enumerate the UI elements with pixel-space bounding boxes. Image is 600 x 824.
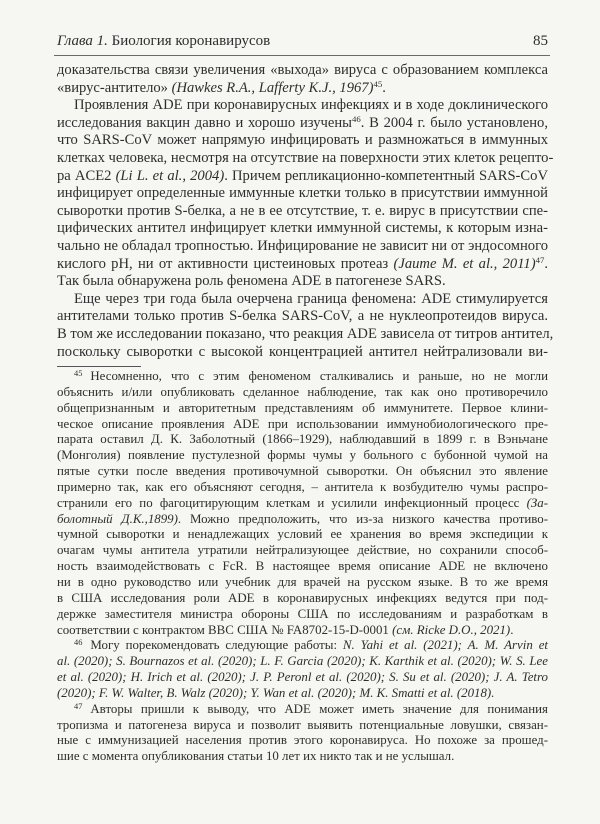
text: ные с иммунизацией населения против этого коронавируса. Но похоже за прошед- <box>57 733 548 748</box>
footnote-number: 45 <box>74 368 83 378</box>
text-line <box>57 638 548 654</box>
text-line <box>57 149 554 168</box>
text-line <box>57 62 548 80</box>
text-line <box>57 256 548 274</box>
text: Так была обнаружена роль феномена ADE в патогенезе SARS. <box>57 273 446 290</box>
text: в США исследования роли ADE в коронавирусных инфекциях ведутся при под- <box>57 590 548 605</box>
text-line <box>57 559 548 575</box>
text: доказательства связи увеличения «выхода» вируса с образованием комплекса <box>57 62 548 78</box>
text-line <box>57 496 548 512</box>
footnotes <box>57 369 548 765</box>
text-line <box>57 607 548 623</box>
text-line <box>57 168 548 186</box>
chapter-title: Биология коронавирусов <box>111 33 271 49</box>
text: примерно так, как его объясняют сегодня, – антитела к возбудителю чумы распро- <box>57 479 548 494</box>
footnote-ref: 45 <box>373 78 383 89</box>
text-line <box>57 718 548 734</box>
text: антителами только против S-белка SARS-CoV, а не нуклеопротеидов вируса. <box>57 308 548 325</box>
text: Несомненно, что с этим феноменом сталкивались и раньше, но не могли <box>90 369 548 383</box>
text-line <box>57 512 548 528</box>
text: . <box>510 622 514 637</box>
text-line <box>57 733 548 749</box>
text-line <box>57 203 548 221</box>
text-line <box>57 80 548 98</box>
text: . Можно предположить, что из-за низкого качества противо- <box>177 511 548 526</box>
text: ческое описание проявления ADE при использовании иммунобиологического пре- <box>57 416 548 431</box>
citation: N. Yahi et al. (2021); A. M. Arvin et <box>342 638 548 653</box>
page-number: 85 <box>533 33 548 49</box>
footnote-number: 47 <box>74 701 83 711</box>
text-line <box>57 702 548 718</box>
citation: болотный Д.К.,1899) <box>57 511 178 526</box>
text: клетках человека, несмотря на отсутствие на поверхности этих клеток рецепто- <box>57 149 554 166</box>
text: ность взаимодействовать с FcR. В настоящее время описание ADE не включено <box>57 559 548 574</box>
text-line <box>57 670 548 686</box>
chapter-label: Глава 1. <box>57 33 108 49</box>
text-line <box>57 543 548 559</box>
text-line <box>57 448 548 464</box>
text-line <box>57 308 548 326</box>
text-line <box>57 185 548 203</box>
text-line <box>57 623 548 639</box>
text: кислого pH, ни от активности цистеиновых протеаз <box>57 255 394 272</box>
text: ни в одно руководство или учебник для врачей на русском языке. В то же время <box>57 574 548 589</box>
chapter-heading <box>57 33 270 50</box>
text: чально не обладал тропностью. Инфицирование не зависит ни от эндосомного <box>57 237 548 254</box>
text-line <box>57 238 548 256</box>
text: Проявления ADE при коронавирусных инфекциях и в ходе доклинического <box>74 97 548 114</box>
text: В том же исследовании показано, что реакция ADE зависела от титров антител, <box>57 325 554 342</box>
text: «вирус-антитело» <box>57 79 172 96</box>
text: соответствии с контрактом ВВС США № FA8702-15-D-0001 <box>57 622 393 637</box>
citation: (2020); F. W. Walter, B. Walz (2020); Y. Wan et al. (2020); M. K. Smatti et al. (2018). <box>57 685 495 700</box>
citation: et al. (2020); H. Irich et al. (2020); J. P. Peronl et al. (2020); S. Su et al. (2020); J. A. Tetro <box>57 670 548 685</box>
text-line <box>57 575 548 591</box>
text: чумной сыворотки и ненадлежащих условий ее хранения во время экспедиции к <box>57 527 548 542</box>
text-line <box>57 591 548 607</box>
text-line <box>57 686 548 702</box>
text-line <box>57 344 548 362</box>
text-line <box>57 97 548 115</box>
text-line <box>57 369 548 385</box>
running-header <box>57 31 548 53</box>
text: держке заместителя министра обороны США по исследованиям и разработкам в <box>57 606 548 621</box>
text-line <box>57 220 548 238</box>
citation: (Jaume M. et al., 2011) <box>393 255 536 272</box>
footnote-separator <box>57 366 141 367</box>
text-line <box>57 385 548 401</box>
text: парата оставил Д. К. Заболотный (1866–1929), наблюдавший в 1899 г. в Вэньчане <box>57 432 548 447</box>
text-line <box>57 291 548 309</box>
text-line <box>57 432 548 448</box>
text: цифических антител инфицирует клетки иммунной системы, к которым изна- <box>57 220 548 237</box>
citation: (см. Ricke D.O., 2021) <box>392 622 511 637</box>
text: . В 2004 г. было установлено, <box>360 114 548 131</box>
text-line <box>57 325 554 344</box>
footnote-number: 46 <box>74 638 83 648</box>
text: . <box>544 255 548 272</box>
text: . <box>382 79 386 96</box>
citation: (За- <box>526 495 548 510</box>
text: поскольку сыворотки с высокой концентрацией антител нейтрализовали ви- <box>57 343 548 360</box>
text-line <box>57 273 548 291</box>
main-text <box>57 62 554 361</box>
text-line <box>57 115 548 133</box>
text: странили его по фагоцитирующим клеткам и усилили инфекционный процесс <box>57 495 527 510</box>
footnote-ref: 46 <box>351 113 361 124</box>
text: исследования вакцин давно и хорошо изучены <box>57 114 352 131</box>
text-line <box>57 464 548 480</box>
text-line <box>57 417 548 433</box>
text: инфицирует определенные иммунные клетки только в присутствии иммунной <box>57 185 548 202</box>
text: Авторы пришли к выводу, что ADE может иметь значение для понимания <box>90 701 548 716</box>
text: сыворотки против S-белка, а не в ее отсутствие, т. е. вирус в присутствии спе- <box>57 202 548 219</box>
text-line <box>57 401 548 417</box>
text-line <box>57 527 548 543</box>
text: шие с момента опубликования статьи 10 лет их никто так и не услышал. <box>57 749 455 764</box>
text: очагам чумы антитела утратили нейтрализующее действие, но сохранили способ- <box>57 543 548 558</box>
text: Еще через три года была очерчена граница феномена: ADE стимулируется <box>74 290 548 307</box>
text: (Монголия) появление пустулезной формы чумы у больного с бубонной чумой на <box>57 448 548 463</box>
text: пятые сутки после введения противочумной сыворотки. Он объяснил это явление <box>57 464 548 479</box>
text: объяснить и/или опубликовать сделанное наблюдение, так как оно противоречило <box>57 384 548 399</box>
citation: (Li L. et al., 2004) <box>115 167 225 184</box>
citation: al. (2020); S. Bournazos et al. (2020); L. F. Garcia (2020); K. Karthik et al. (2020); W. S. Lee <box>57 654 548 669</box>
header-rule <box>54 55 550 56</box>
text-line <box>57 480 548 496</box>
text-line <box>57 749 548 765</box>
text: что SARS-CoV может напрямую инфицировать и размножаться в иммунных <box>57 132 548 149</box>
citation: (Hawkes R.A., Lafferty K.J., 1967) <box>171 79 374 96</box>
text-line <box>57 132 548 150</box>
footnote-ref: 47 <box>535 254 545 265</box>
text: ра ACE2 <box>57 167 116 184</box>
text: . Причем репликационно-компетентный SARS-CoV <box>224 167 548 184</box>
text: Могу порекомендовать следующие работы: <box>90 638 343 653</box>
text: тропизма и патогенеза вируса и позволит выявить потенциальные ловушки, связан- <box>57 717 548 732</box>
text-line <box>57 654 548 670</box>
text: общепризнанным и авторитетным представлениям об иммунитете. Первое клини- <box>57 400 548 415</box>
